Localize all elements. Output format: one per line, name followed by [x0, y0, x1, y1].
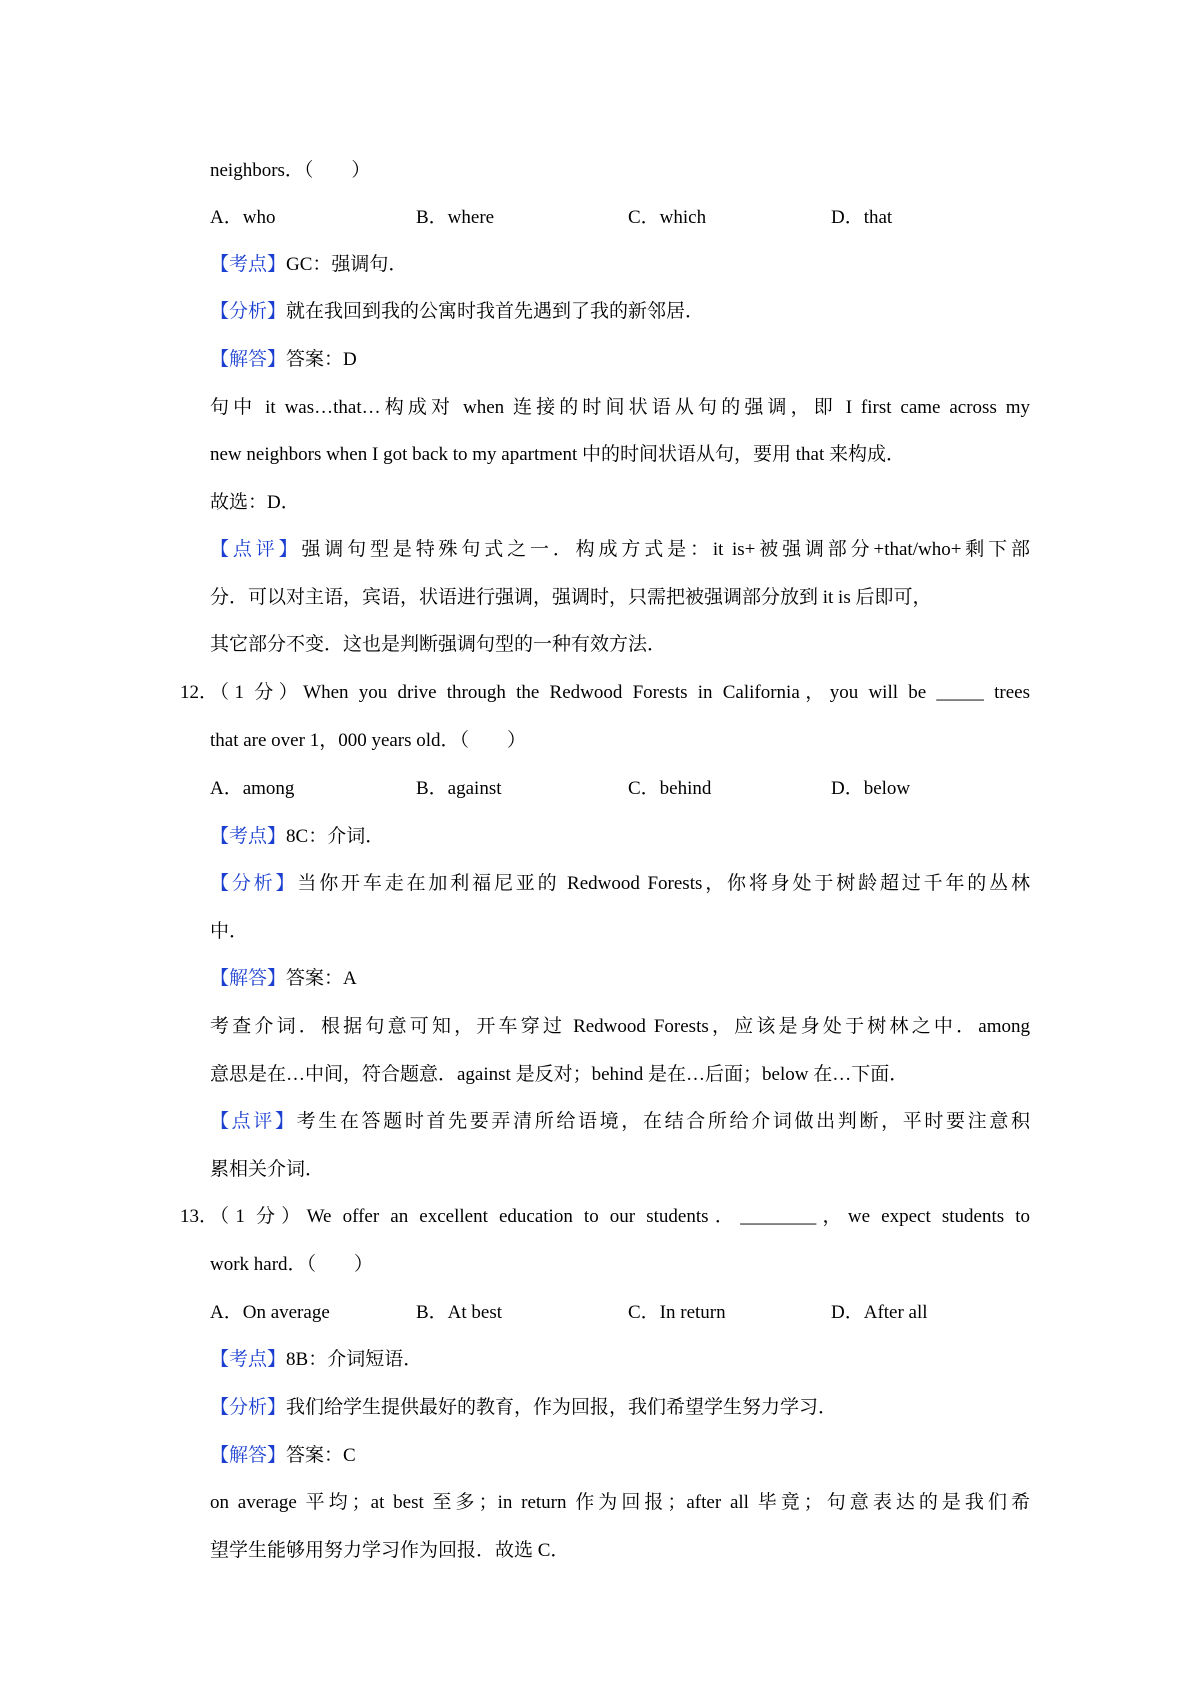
- q13-option-b: B．At best: [416, 1302, 503, 1323]
- kaodian-text: 8B：介词短语．: [286, 1349, 423, 1370]
- dianping-tag: 【点评】: [210, 539, 302, 560]
- dianping-text-1: 强调句型是特殊句式之一．构成方式是：it is+被强调部分+that/who+剩下部: [301, 539, 1030, 560]
- fenxi-tag: 【分析】: [210, 301, 287, 322]
- q11-option-c: C．which: [628, 207, 707, 228]
- q13-fenxi: [210, 1393, 1030, 1423]
- jieda-tag: 【解答】: [210, 349, 287, 370]
- q12-option-c: C．behind: [628, 778, 712, 799]
- q12-explain-2: 意思是在…中间，符合题意．against 是反对；behind 是在…后面；below 在…下面．: [210, 1064, 909, 1085]
- kaodian-text: 8C：介词．: [286, 826, 385, 847]
- q12-option-d: D．below: [831, 778, 911, 799]
- q12-kaodian: [210, 822, 1030, 852]
- fenxi-text: 我们给学生提供最好的教育，作为回报，我们希望学生努力学习．: [286, 1397, 838, 1418]
- fenxi-tag: 【分析】: [210, 873, 298, 894]
- q13-option-c: C．In return: [628, 1302, 726, 1323]
- kaodian-tag: 【考点】: [210, 254, 287, 275]
- q11-explain-3: 故选：D．: [210, 492, 300, 513]
- q12-fenxi: [210, 869, 1030, 899]
- q11-dianping-3: 其它部分不变．这也是判断强调句型的一种有效方法．: [210, 634, 667, 655]
- jieda-tag: 【解答】: [210, 968, 287, 989]
- q13-option-d: D．After all: [831, 1302, 928, 1323]
- q12-option-b: B．against: [416, 778, 502, 799]
- q11-dianping-2: 分．可以对主语，宾语，状语进行强调，强调时，只需把被强调部分放到 it is 后即可，: [210, 587, 932, 608]
- kaodian-text: GC：强调句．: [286, 254, 408, 275]
- q11-explain-2: new neighbors when I got back to my apartment 中的时间状语从句，要用 that 来构成．: [210, 444, 905, 465]
- q12-stem-2: that are over 1，000 years old．（ ）: [210, 730, 527, 751]
- q12-dianping: [210, 1107, 1030, 1137]
- kaodian-tag: 【考点】: [210, 826, 287, 847]
- dianping-tag: 【点评】: [210, 1111, 297, 1132]
- jieda-text: 答案：C: [286, 1445, 356, 1466]
- q11-fenxi: [210, 297, 1030, 327]
- q12-fenxi-2: 中．: [210, 921, 249, 942]
- q11-option-d: D．that: [831, 207, 893, 228]
- q11-jieda: [210, 345, 1030, 375]
- q12-dianping-2: 累相关介词．: [210, 1159, 325, 1180]
- q13-jieda: [210, 1441, 1030, 1471]
- jieda-tag: 【解答】: [210, 1445, 287, 1466]
- q13-number: 13．: [180, 1206, 219, 1227]
- kaodian-tag: 【考点】: [210, 1349, 287, 1370]
- q11-explain-1: 句中 it was…that…构成对 when 连接的时间状语从句的强调，即 I first came across my: [210, 397, 1030, 418]
- q13-option-a: A．On average: [210, 1302, 330, 1323]
- fenxi-tag: 【分析】: [210, 1397, 287, 1418]
- dianping-text-1: 考生在答题时首先要弄清所给语境，在结合所给介词做出判断，平时要注意积: [296, 1111, 1030, 1132]
- q13-kaodian: [210, 1345, 1030, 1375]
- jieda-text: 答案：D: [286, 349, 357, 370]
- q12-explain-1: 考查介词．根据句意可知，开车穿过 Redwood Forests，应该是身处于树林之中．among: [210, 1016, 1030, 1037]
- q13-explain-2: 望学生能够用努力学习作为回报．故选 C．: [210, 1540, 570, 1561]
- jieda-text: 答案：A: [286, 968, 357, 989]
- q11-kaodian: [210, 250, 1030, 280]
- q12-number: 12．: [180, 682, 219, 703]
- fenxi-text: 就在我回到我的公寓时我首先遇到了我的新邻居．: [286, 301, 705, 322]
- fenxi-text-1: 当你开车走在加利福尼亚的 Redwood Forests，你将身处于树龄超过千年的丛林: [297, 873, 1030, 894]
- q12-jieda: [210, 964, 1030, 994]
- q13-stem-1: （1 分）We offer an excellent education to our students．________，we expect students to: [210, 1206, 1030, 1227]
- q13-stem-2: work hard．（ ）: [210, 1254, 374, 1275]
- q12-stem-1: （1 分）When you drive through the Redwood Forests in California，you will be _____ trees: [210, 682, 1030, 703]
- q11-option-b: B．where: [416, 207, 495, 228]
- q11-option-a: A．who: [210, 207, 276, 228]
- q11-dianping: [210, 535, 1030, 565]
- q13-explain-1: on average 平均；at best 至多；in return 作为回报；after all 毕竟；句意表达的是我们希: [210, 1492, 1030, 1513]
- q11-stem-tail: neighbors．（ ）: [210, 160, 371, 181]
- q12-option-a: A．among: [210, 778, 295, 799]
